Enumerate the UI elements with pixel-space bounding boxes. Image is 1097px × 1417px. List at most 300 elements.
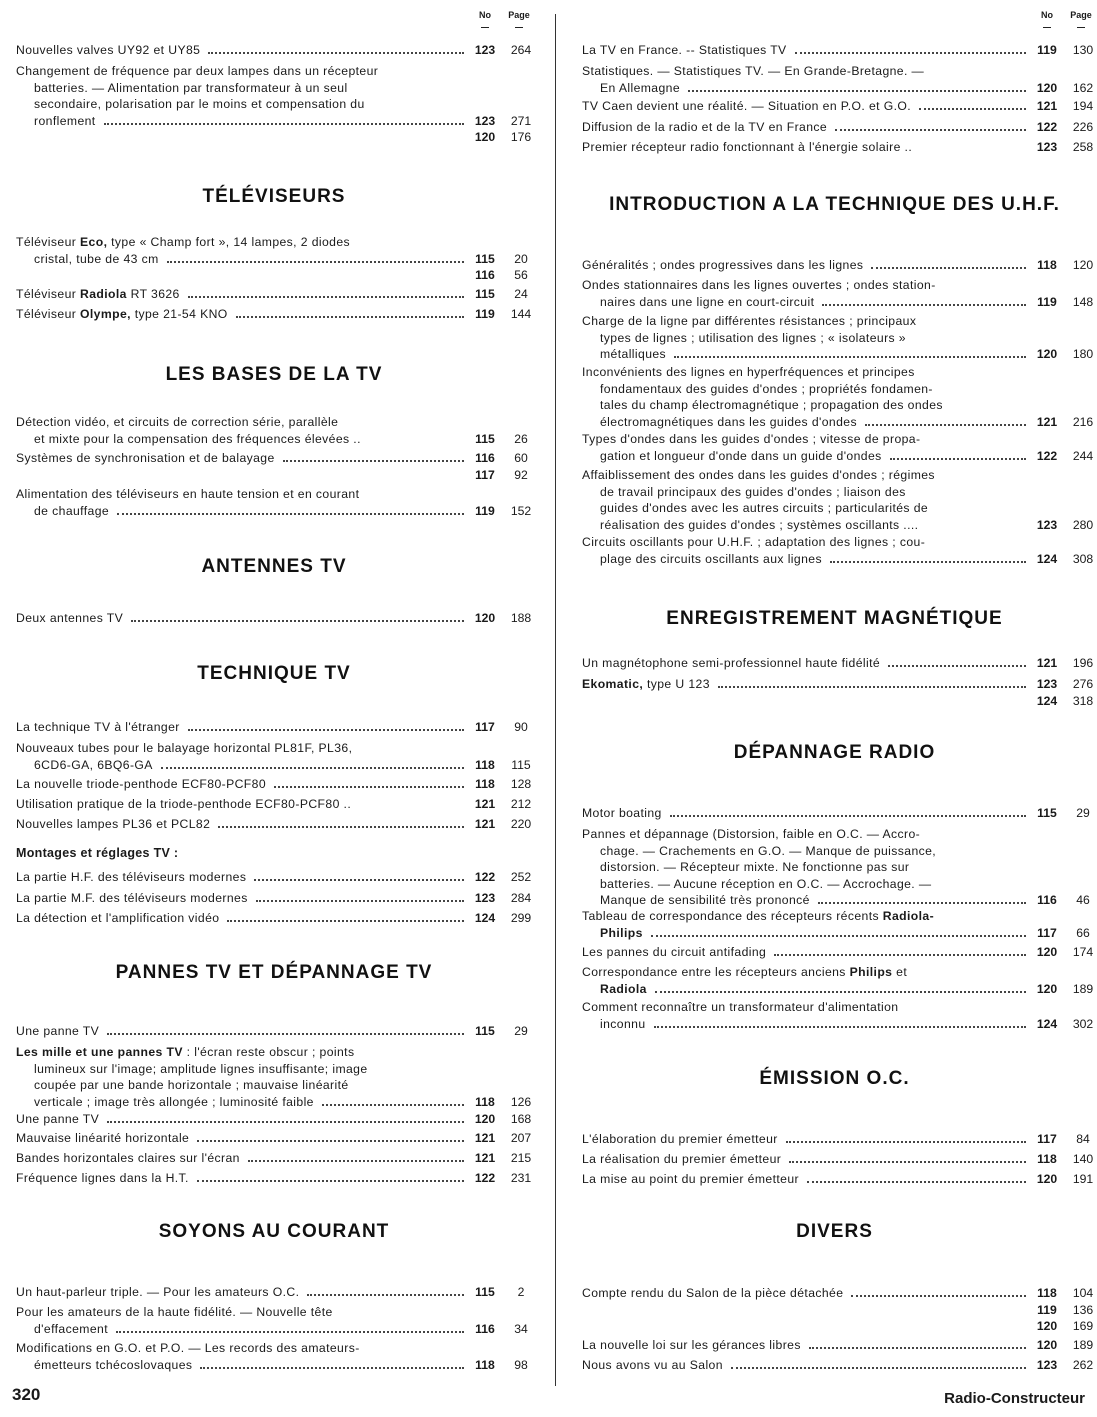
dot-leader xyxy=(227,910,464,922)
dot-leader xyxy=(919,98,1026,110)
entry-title-line: La mise au point du premier émetteur xyxy=(582,1172,799,1186)
issue-number: 121 xyxy=(1036,656,1058,670)
entry-title-line: Changement de fréquence par deux lampes dans un récepteur xyxy=(16,64,379,78)
entry-title-line: Les pannes du circuit antifading xyxy=(582,945,767,959)
dot-leader xyxy=(795,42,1026,54)
issue-number: 119 xyxy=(1037,1302,1057,1317)
page-reference: 162 xyxy=(1072,80,1094,95)
dot-leader xyxy=(688,80,1026,92)
entry-title-line: ronflement xyxy=(34,113,96,128)
index-entry xyxy=(582,1171,1094,1188)
page-reference: 2 xyxy=(517,1285,525,1299)
page-reference: 24 xyxy=(514,287,528,301)
page-reference: 120 xyxy=(1072,258,1094,272)
issue-number: 121 xyxy=(474,1131,496,1145)
entry-title-line: secondaire, polarisation par le moins et compensation du xyxy=(34,97,365,111)
entry-title-line: Circuits oscillants pour U.H.F. ; adaptation des lignes ; cou- xyxy=(582,535,926,549)
issue-number: 118 xyxy=(475,757,495,772)
page-reference: 169 xyxy=(1072,1319,1094,1333)
index-entry xyxy=(582,139,1094,156)
index-entry xyxy=(582,908,1090,941)
issue-number: 116 xyxy=(1037,893,1057,907)
index-entry xyxy=(16,414,532,447)
index-entry xyxy=(16,450,532,483)
page-reference: 98 xyxy=(514,1357,528,1372)
issue-number: 122 xyxy=(474,870,496,884)
entry-title-line: 6CD6-GA, 6BQ6-GA xyxy=(34,757,153,772)
page-reference: 226 xyxy=(1072,120,1094,134)
dot-leader xyxy=(809,1337,1026,1349)
entry-title-line: d'effacement xyxy=(34,1321,108,1336)
dot-leader xyxy=(789,1151,1026,1163)
page-reference: 176 xyxy=(510,130,532,144)
issue-number: 120 xyxy=(1036,347,1058,361)
entry-title-line: et mixte pour la compensation des fréquences élevées .. xyxy=(34,431,361,446)
issue-number: 124 xyxy=(474,911,496,925)
entry-title-line: Manque de sensibilité très prononcé xyxy=(600,893,810,907)
issue-number: 124 xyxy=(1036,1016,1058,1031)
entry-title-line: Pour les amateurs de la haute fidélité. — Nouvelle tête xyxy=(16,1305,333,1319)
entry-title-line: Alimentation des téléviseurs en haute tension et en courant xyxy=(16,487,360,501)
page-reference: 46 xyxy=(1076,893,1090,907)
issue-number: 119 xyxy=(1037,294,1057,309)
dot-leader xyxy=(718,676,1026,688)
entry-title-line: Une panne TV xyxy=(16,1024,100,1038)
issue-number: 123 xyxy=(474,43,496,57)
issue-number: 117 xyxy=(1037,925,1057,940)
entry-title-line: Charge de la ligne par différentes résistances ; principaux xyxy=(582,314,917,328)
page-reference: 130 xyxy=(1072,43,1094,57)
page-reference: 252 xyxy=(510,870,532,884)
section-heading: PANNES TV ET DÉPANNAGE TV xyxy=(115,962,433,983)
page-reference: 207 xyxy=(510,1131,532,1145)
entry-title-line: La technique TV à l'étranger xyxy=(16,720,180,734)
page-reference: 318 xyxy=(1072,693,1094,708)
issue-number: 115 xyxy=(475,1285,495,1299)
index-entry xyxy=(582,1131,1090,1148)
section-heading: LES BASES DE LA TV xyxy=(165,364,383,385)
index-entry xyxy=(582,1285,1094,1335)
index-entry xyxy=(582,1151,1094,1168)
page-reference: 194 xyxy=(1072,99,1094,113)
entry-title-line: TV Caen devient une réalité. — Situation en P.O. et G.O. xyxy=(582,99,912,113)
entry-title-line: Tableau de correspondance des récepteurs récents Radiola- xyxy=(582,909,935,923)
entry-title-line: émetteurs tchécoslovaques xyxy=(34,1357,193,1372)
entry-title-line: Détection vidéo, et circuits de correction série, parallèle xyxy=(16,415,339,429)
entry-title-line: Comment reconnaître un transformateur d'alimentation xyxy=(582,1000,899,1014)
issue-number: 116 xyxy=(475,451,495,465)
page-reference: 264 xyxy=(510,43,532,57)
page-reference: 262 xyxy=(1072,1358,1094,1372)
entry-title-line: Systèmes de synchronisation et de balayage xyxy=(16,451,275,465)
entry-title-line: distorsion. — Récepteur mixte. Ne fonctionne pas sur xyxy=(600,860,910,874)
issue-number: 120 xyxy=(474,1112,496,1126)
index-entry xyxy=(582,676,1094,709)
index-entry xyxy=(582,119,1094,136)
index-entry xyxy=(582,467,1094,533)
issue-number: 116 xyxy=(475,268,495,282)
entry-title-line: Généralités ; ondes progressives dans les lignes xyxy=(582,258,864,272)
section-heading: ANTENNES TV xyxy=(201,556,347,577)
header-no: No xyxy=(1032,10,1062,20)
entry-title-line: La réalisation du premier émetteur xyxy=(582,1152,782,1166)
index-entry xyxy=(582,364,1094,430)
dot-leader xyxy=(807,1171,1026,1183)
index-entry xyxy=(16,42,532,59)
entry-title-line: Ondes stationnaires dans les lignes ouvertes ; ondes station- xyxy=(582,278,936,292)
issue-number: 120 xyxy=(474,130,496,144)
page-reference: 299 xyxy=(510,911,532,925)
dot-leader xyxy=(248,1150,464,1162)
entry-title-line: Les mille et une pannes TV : l'écran reste obscur ; points xyxy=(16,1045,355,1059)
entry-title-line: réalisation des guides d'ondes ; systèmes oscillants .... xyxy=(600,517,919,532)
page-reference: 126 xyxy=(510,1094,532,1109)
entry-title-line: Mauvaise linéarité horizontale xyxy=(16,1131,190,1145)
entry-title-line: Inconvénients des lignes en hyperfréquences et principes xyxy=(582,365,915,379)
page-reference: 34 xyxy=(514,1321,528,1336)
entry-title-line: batteries. — Alimentation par transformateur à un seul xyxy=(34,80,348,95)
page-reference: 168 xyxy=(510,1112,532,1126)
issue-number: 121 xyxy=(1036,99,1058,113)
entry-title-line: naires dans une ligne en court-circuit xyxy=(600,294,815,309)
index-entry xyxy=(16,869,532,886)
dot-leader xyxy=(818,892,1026,904)
dot-leader xyxy=(161,757,464,769)
dot-leader xyxy=(774,944,1026,956)
issue-number: 115 xyxy=(475,287,495,301)
page-reference: 302 xyxy=(1072,1016,1094,1031)
issue-number: 120 xyxy=(1036,981,1058,996)
entry-title-line: électromagnétiques dans les guides d'ondes xyxy=(600,414,857,429)
page-reference: 148 xyxy=(1072,294,1094,309)
index-entry xyxy=(16,610,532,627)
column-divider xyxy=(555,14,556,1386)
issue-number: 117 xyxy=(475,720,495,734)
entry-title-line: fondamentaux des guides d'ondes ; propriétés fondamen- xyxy=(600,381,933,396)
dot-leader xyxy=(188,286,464,298)
dot-leader xyxy=(830,551,1026,563)
entry-title-line: La partie H.F. des téléviseurs modernes xyxy=(16,870,247,884)
index-entry xyxy=(16,1284,532,1301)
index-entry xyxy=(16,306,532,323)
section-heading: INTRODUCTION A LA TECHNIQUE DES U.H.F. xyxy=(609,194,1060,215)
entry-title-line: Fréquence lignes dans la H.T. xyxy=(16,1171,189,1185)
index-entry xyxy=(582,534,1094,567)
page-reference: 26 xyxy=(514,431,528,446)
page-reference: 115 xyxy=(511,757,531,772)
entry-title-line: Motor boating xyxy=(582,806,662,820)
dot-leader xyxy=(167,251,464,263)
issue-number: 123 xyxy=(1036,677,1058,691)
issue-number: 118 xyxy=(475,1357,495,1372)
index-entry xyxy=(16,1304,532,1337)
entry-title-line: Statistiques. — Statistiques TV. — En Grande-Bretagne. — xyxy=(582,64,925,78)
entry-title-line: inconnu xyxy=(600,1016,646,1031)
index-entry xyxy=(582,257,1094,274)
page-reference: 29 xyxy=(514,1024,528,1038)
page-reference: 284 xyxy=(510,891,532,905)
page-reference: 231 xyxy=(510,1171,532,1185)
issue-number: 120 xyxy=(1036,1172,1058,1186)
page-reference: 189 xyxy=(1072,1338,1094,1352)
page-reference: 174 xyxy=(1072,945,1094,959)
entry-title-line: lumineux sur l'image; amplitude lignes insuffisante; image xyxy=(34,1061,368,1076)
issue-number: 123 xyxy=(1036,1358,1058,1372)
entry-title-line: Nouveaux tubes pour le balayage horizontal PL81F, PL36, xyxy=(16,741,353,755)
page-reference: 136 xyxy=(1072,1302,1094,1317)
page-reference: 140 xyxy=(1072,1152,1094,1166)
page-reference: 128 xyxy=(510,777,532,791)
page-reference: 215 xyxy=(510,1151,532,1165)
page-reference: 84 xyxy=(1076,1132,1090,1146)
entry-title-line: Pannes et dépannage (Distorsion, faible en O.C. — Accro- xyxy=(582,827,921,841)
issue-number: 123 xyxy=(1036,140,1058,154)
entry-title-line: tales du champ électromagnétique ; propagation des ondes xyxy=(600,398,943,412)
section-heading: ÉMISSION O.C. xyxy=(759,1068,910,1089)
entry-title-line: de travail principaux des guides d'ondes ; liaison des xyxy=(600,484,906,499)
dot-leader xyxy=(871,257,1026,269)
dot-leader xyxy=(786,1131,1026,1143)
issue-number: 121 xyxy=(1036,414,1058,429)
dot-leader xyxy=(851,1285,1026,1297)
header-no: No xyxy=(470,10,500,20)
dot-leader xyxy=(254,869,464,881)
entry-title-line: Premier récepteur radio fonctionnant à l'énergie solaire .. xyxy=(582,140,913,154)
page-reference: 280 xyxy=(1072,517,1094,532)
entry-title-line: gation et longueur d'onde dans un guide d'ondes xyxy=(600,448,882,463)
page-reference: 308 xyxy=(1072,551,1094,566)
page-reference: 189 xyxy=(1072,981,1094,996)
page-reference: 152 xyxy=(510,503,532,518)
issue-number: 118 xyxy=(475,1094,495,1109)
dot-leader xyxy=(322,1094,464,1106)
issue-number: 120 xyxy=(1036,80,1058,95)
index-entry xyxy=(16,63,532,144)
entry-title-line: La nouvelle loi sur les gérances libres xyxy=(582,1338,801,1352)
entry-title-line: Un haut-parleur triple. — Pour les amateurs O.C. xyxy=(16,1285,300,1299)
publication-name: Radio-Constructeur xyxy=(944,1390,1085,1407)
dot-leader xyxy=(822,294,1026,306)
index-entry xyxy=(16,740,532,773)
page-reference: 216 xyxy=(1072,414,1094,429)
section-heading: SOYONS AU COURANT xyxy=(158,1221,390,1242)
page-reference: 60 xyxy=(514,451,528,465)
section-heading: DIVERS xyxy=(796,1221,873,1242)
dot-leader xyxy=(865,414,1026,426)
index-entry xyxy=(16,486,532,519)
index-entry xyxy=(582,313,1094,363)
page-reference: 196 xyxy=(1072,656,1094,670)
dot-leader xyxy=(107,1111,464,1123)
entry-title-line: Correspondance entre les récepteurs anciens Philips et xyxy=(582,965,908,979)
dot-leader xyxy=(256,890,464,902)
issue-number: 118 xyxy=(1037,1152,1057,1166)
page-reference: 276 xyxy=(1072,677,1094,691)
entry-title-line: Téléviseur Radiola RT 3626 xyxy=(16,287,180,301)
entry-title-line: Téléviseur Olympe, type 21-54 KNO xyxy=(16,307,228,321)
dot-leader xyxy=(670,805,1026,817)
issue-number: 123 xyxy=(474,891,496,905)
index-entry xyxy=(582,431,1094,464)
page-reference: 66 xyxy=(1076,925,1090,940)
page-reference: 104 xyxy=(1072,1286,1094,1300)
issue-number: 119 xyxy=(475,307,495,321)
entry-title-line: Affaiblissement des ondes dans les guides d'ondes ; régimes xyxy=(582,468,935,482)
subsection-heading: Montages et réglages TV : xyxy=(16,846,179,860)
page-reference: 180 xyxy=(1072,347,1094,361)
dot-leader xyxy=(674,346,1026,358)
index-entry xyxy=(16,816,532,833)
index-entry xyxy=(582,42,1094,59)
entry-title-line: plage des circuits oscillants aux lignes xyxy=(600,551,822,566)
index-entry xyxy=(16,1023,532,1040)
index-entry xyxy=(16,796,532,813)
entry-title-line: Compte rendu du Salon de la pièce détachée xyxy=(582,1286,844,1300)
page-reference: 212 xyxy=(510,797,532,811)
issue-number: 122 xyxy=(474,1171,496,1185)
index-entry xyxy=(16,1150,532,1167)
index-entry xyxy=(16,234,532,282)
index-entry xyxy=(16,719,532,736)
dot-leader xyxy=(197,1170,464,1182)
entry-title-line: Types d'ondes dans les guides d'ondes ; vitesse de propa- xyxy=(582,432,921,446)
index-entry xyxy=(16,1340,532,1373)
dot-leader xyxy=(200,1357,464,1369)
entry-title-line: verticale ; image très allongée ; luminosité faible xyxy=(34,1094,314,1109)
issue-number: 120 xyxy=(1036,945,1058,959)
index-entry xyxy=(582,826,1090,909)
entry-title-line: Nouvelles valves UY92 et UY85 xyxy=(16,43,201,57)
dot-leader xyxy=(218,816,464,828)
page-reference: 258 xyxy=(1072,140,1094,154)
entry-title-line: La TV en France. -- Statistiques TV xyxy=(582,43,787,57)
issue-number: 118 xyxy=(1037,258,1057,272)
entry-title-line: guides d'ondes avec les autres circuits ; particularités de xyxy=(600,501,929,515)
dot-leader xyxy=(307,1284,464,1296)
issue-number: 124 xyxy=(1036,551,1058,566)
dot-leader xyxy=(654,1016,1026,1028)
section-heading: TECHNIQUE TV xyxy=(197,663,351,684)
entry-title-line: La nouvelle triode-penthode ECF80-PCF80 xyxy=(16,777,267,791)
issue-number: 121 xyxy=(474,817,496,831)
issue-number: 120 xyxy=(1036,1319,1058,1333)
entry-title-line: Un magnétophone semi-professionnel haute fidélité xyxy=(582,656,881,670)
issue-number: 123 xyxy=(474,113,496,128)
entry-title-line: Nouvelles lampes PL36 et PCL82 xyxy=(16,817,211,831)
entry-title-line: Radiola xyxy=(600,981,647,996)
issue-number: 120 xyxy=(1036,1338,1058,1352)
page-reference: 244 xyxy=(1072,448,1094,463)
entry-title-line: En Allemagne xyxy=(600,80,681,95)
index-entry xyxy=(16,910,532,927)
page-reference: 271 xyxy=(510,113,532,128)
dot-leader xyxy=(888,655,1026,667)
section-heading: TÉLÉVISEURS xyxy=(202,186,346,207)
index-entry xyxy=(16,1044,532,1110)
entry-title-line: Modifications en G.O. et P.O. — Les records des amateurs- xyxy=(16,1341,360,1355)
issue-number: 118 xyxy=(475,777,495,791)
dot-leader xyxy=(655,981,1026,993)
page-reference: 220 xyxy=(510,817,532,831)
dot-leader xyxy=(731,1357,1026,1369)
entry-title-line: Ekomatic, type U 123 xyxy=(582,677,710,691)
page-reference: 92 xyxy=(514,467,528,482)
entry-title-line: Téléviseur Eco, type « Champ fort », 14 lampes, 2 diodes xyxy=(16,235,351,249)
dot-leader xyxy=(890,448,1026,460)
index-entry xyxy=(16,1111,532,1128)
index-entry xyxy=(16,1170,532,1187)
dot-leader xyxy=(188,719,464,731)
issue-number: 122 xyxy=(1036,448,1058,463)
page-reference: 188 xyxy=(510,611,532,625)
index-entry xyxy=(16,776,532,793)
dot-leader xyxy=(236,306,464,318)
entry-title-line: types de lignes ; utilisation des lignes ; « isolateurs » xyxy=(600,330,906,345)
entry-title-line: Philips xyxy=(600,925,643,940)
dot-leader xyxy=(116,1321,464,1333)
dot-leader xyxy=(283,450,464,462)
issue-number: 121 xyxy=(474,1151,496,1165)
dot-leader xyxy=(651,925,1026,937)
section-heading: ENREGISTREMENT MAGNÉTIQUE xyxy=(666,608,1003,629)
index-entry xyxy=(16,1130,532,1147)
dot-leader xyxy=(835,119,1026,131)
index-entry xyxy=(582,964,1094,997)
index-entry xyxy=(582,1337,1094,1354)
header-page: Page xyxy=(504,10,534,20)
dot-leader xyxy=(274,776,464,788)
index-entry xyxy=(582,63,1094,96)
header-page: Page xyxy=(1066,10,1096,20)
dot-leader xyxy=(197,1130,464,1142)
entry-title-line: batteries. — Aucune réception en O.C. — Accrochage. — xyxy=(600,876,932,891)
issue-number: 119 xyxy=(1037,43,1057,57)
page-reference: 56 xyxy=(514,268,528,282)
entry-title-line: Deux antennes TV xyxy=(16,611,124,625)
dot-leader xyxy=(104,113,464,125)
issue-number: 115 xyxy=(475,431,495,446)
page-number: 320 xyxy=(12,1385,41,1404)
page-reference: 29 xyxy=(1076,806,1090,820)
issue-number: 122 xyxy=(1036,120,1058,134)
entry-title-line: La partie M.F. des téléviseurs modernes xyxy=(16,891,248,905)
index-entry xyxy=(582,944,1094,961)
entry-title-line: Diffusion de la radio et de la TV en France xyxy=(582,120,828,134)
index-entry xyxy=(16,286,532,303)
page-reference: 191 xyxy=(1072,1172,1094,1186)
issue-number: 115 xyxy=(475,251,495,266)
page-reference: 20 xyxy=(514,251,528,266)
index-entry xyxy=(16,890,532,907)
issue-number: 121 xyxy=(474,797,496,811)
issue-number: 116 xyxy=(475,1321,495,1336)
entry-title-line: La détection et l'amplification vidéo xyxy=(16,911,220,925)
dot-leader xyxy=(107,1023,464,1035)
entry-title-line: métalliques xyxy=(600,347,667,361)
index-entry xyxy=(582,1357,1094,1374)
index-entry xyxy=(582,805,1090,822)
issue-number: 120 xyxy=(474,611,496,625)
index-entry xyxy=(582,98,1094,115)
index-entry xyxy=(582,277,1094,310)
section-heading: DÉPANNAGE RADIO xyxy=(733,742,936,763)
issue-number: 115 xyxy=(475,1024,495,1038)
entry-title-line: Une panne TV xyxy=(16,1112,100,1126)
page-reference: 90 xyxy=(514,720,528,734)
dot-leader xyxy=(117,503,464,515)
entry-title-line: cristal, tube de 43 cm xyxy=(34,251,159,266)
issue-number: 118 xyxy=(1037,1286,1057,1300)
